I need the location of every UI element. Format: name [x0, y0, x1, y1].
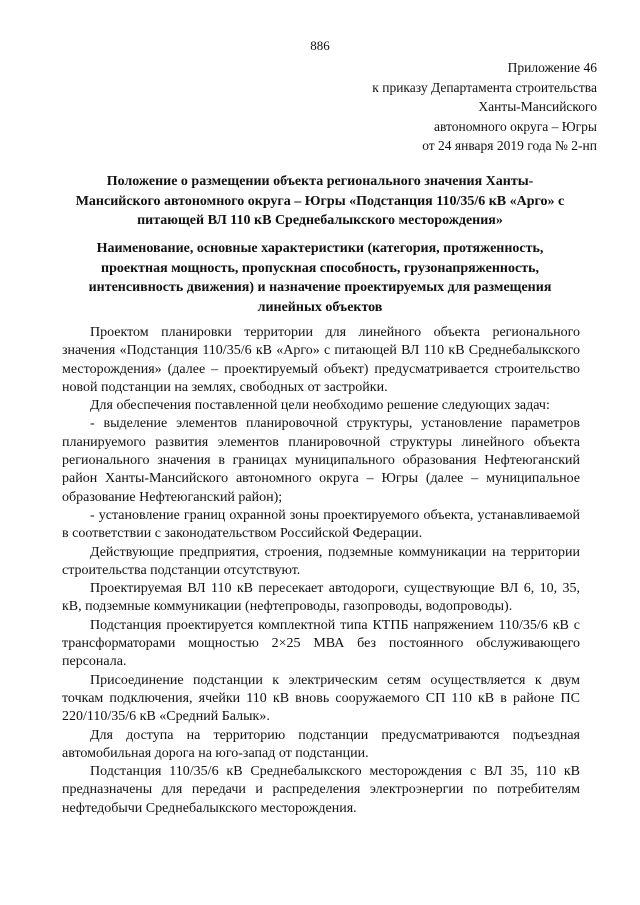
paragraph: Подстанция проектируется комплектной типа КТПБ напряжением 110/35/6 кВ с трансформаторами мощностью 2×25 МВА без постоянного обслуживающего персонала.: [62, 617, 580, 670]
paragraph: - выделение элементов планировочной структуры, установление параметров планируемого развития элементов планировочной структуры линейного объекта регионального значения в границах муниципального образования Нефтеюганский район Ханты-Мансийского автономного округа – Югры (далее – муниципальное образование Нефтеюганский район);: [62, 416, 580, 505]
paragraph: Для обеспечения поставленной цели необходимо решение следующих задач:: [90, 398, 550, 414]
appendix-line: Приложение 46: [507, 60, 597, 75]
document-title: Положение о размещении объекта регионального значения Ханты-Мансийского автономного округа – Югры «Подстанция 110/35/6 кВ «Арго» с питающей ВЛ 110 кВ Среднебалыкского месторождения»: [75, 174, 565, 228]
page-number: 886: [310, 38, 330, 53]
appendix-line: к приказу Департамента строительства: [372, 79, 597, 95]
paragraph: Подстанция 110/35/6 кВ Среднебалыкского месторождения с ВЛ 35, 110 кВ предназначены для передачи и распределения электроэнергии по потребителям нефтедобычи Среднебалыкского месторождения.: [62, 764, 580, 816]
paragraph: Присоединение подстанции к электрическим сетям осуществляется к двум точкам подключения, ячейки 110 кВ вновь сооружаемого СП 110 кВ в районе ПС 220/110/35/6 кВ «Средний Балык».: [62, 672, 580, 725]
appendix-line: Ханты-Мансийского: [478, 99, 597, 114]
paragraph: Проектом планировки территории для линейного объекта регионального значения «Подстанция 110/35/6 кВ «Арго» с питающей ВЛ 110 кВ Среднебалыкского месторождения» (далее – проектируемый объект) предусматривается строительство новой подстанции на землях, свободных от застройки.: [62, 325, 580, 395]
paragraph: Для доступа на территорию подстанции предусматриваются подъездная автомобильная дорога на юго-запад от подстанции.: [62, 727, 580, 761]
document-body: [62, 324, 580, 818]
paragraph: - установление границ охранной зоны проектируемого объекта, устанавливаемой в соответствии с законодательством Российской Федерации.: [62, 507, 580, 542]
paragraph: Действующие предприятия, строения, подземные коммуникации на территории строительства подстанции отсутствуют.: [62, 544, 580, 578]
appendix-line: автономного округа – Югры: [434, 118, 597, 134]
section-heading: Наименование, основные характеристики (категория, протяженность, проектная мощность, пропускная способность, грузонапряженность, интенсивность движения) и назначение проектируемых для размещения линейных объектов: [88, 241, 552, 315]
paragraph: Проектируемая ВЛ 110 кВ пересекает автодороги, существующие ВЛ 6, 10, 35, кВ, подземные коммуникации (нефтепроводы, газопроводы, водопроводы).: [62, 581, 580, 615]
appendix-block: [372, 58, 597, 156]
appendix-line: от 24 января 2019 года № 2-нп: [422, 138, 597, 153]
